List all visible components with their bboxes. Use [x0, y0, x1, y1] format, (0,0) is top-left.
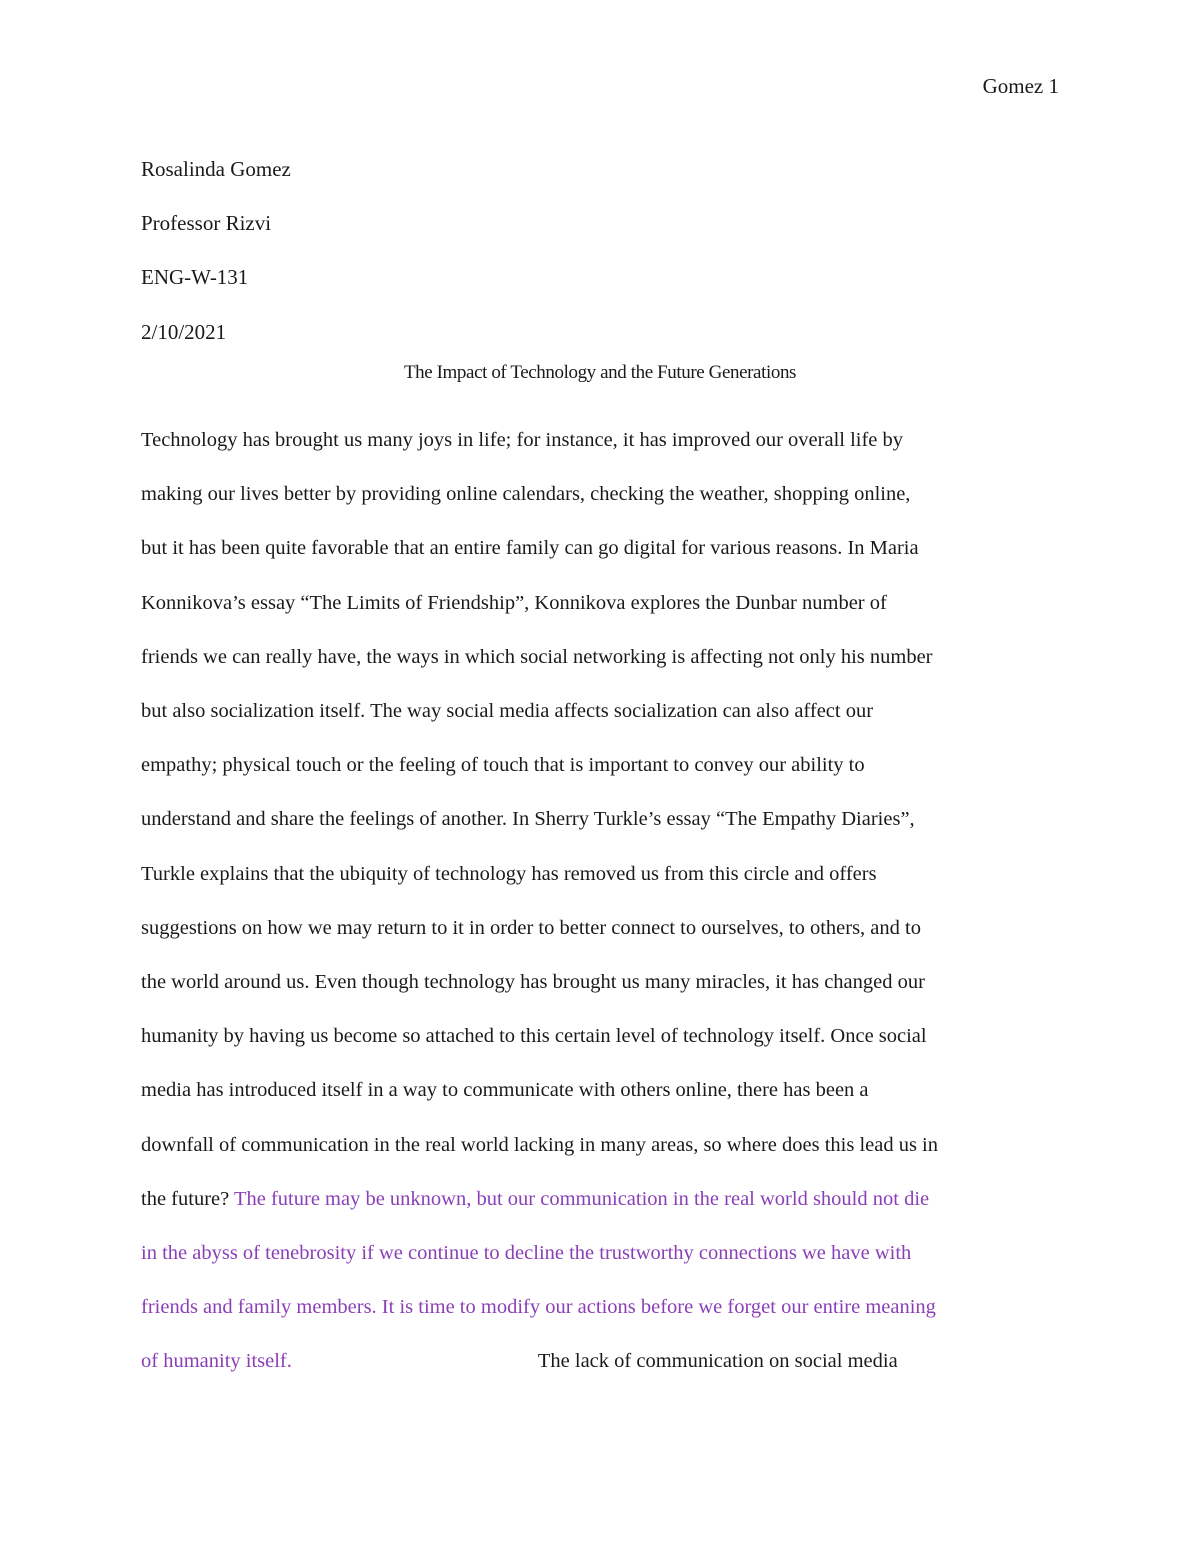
- body-line: empathy; physical touch or the feeling of touch that is important to convey our ability to: [141, 754, 865, 777]
- body-line: downfall of communication in the real world lacking in many areas, so where does this lead us in: [141, 1133, 939, 1156]
- essay-title: The Impact of Technology and the Future Generations: [403, 362, 797, 383]
- body-line: suggestions on how we may return to it in order to better connect to ourselves, to others, and to: [141, 916, 921, 939]
- body-line: but it has been quite favorable that an entire family can go digital for various reasons. In Maria: [141, 537, 919, 560]
- body-line: friends we can really have, the ways in which social networking is affecting not only his number: [141, 645, 933, 668]
- body-line: making our lives better by providing online calendars, checking the weather, shopping online,: [141, 483, 911, 506]
- thesis-statement-start: The future may be unknown, but our communication in the real world should not die: [229, 1187, 930, 1210]
- running-head: Gomez 1: [982, 74, 1059, 98]
- essay-body: [141, 413, 1059, 1389]
- thesis-statement-end: of humanity itself.: [141, 1350, 292, 1373]
- course-code: ENG-W-131: [141, 265, 249, 290]
- body-line: understand and share the feelings of another. In Sherry Turkle’s essay “The Empathy Diaries”,: [141, 808, 915, 831]
- body-line: Konnikova’s essay “The Limits of Friendship”, Konnikova explores the Dunbar number of: [141, 591, 887, 614]
- next-paragraph-start: The lack of communication on social media: [537, 1350, 898, 1373]
- thesis-statement-line: in the abyss of tenebrosity if we continue to decline the trustworthy connections we have with: [141, 1242, 912, 1265]
- body-line-thesis-end: [141, 1334, 1059, 1388]
- professor-name: Professor Rizvi: [141, 211, 272, 236]
- mla-heading: [141, 142, 1059, 359]
- body-text-fragment: the future?: [141, 1187, 230, 1210]
- body-line-thesis-start: [141, 1172, 1059, 1226]
- thesis-statement-line: friends and family members. It is time to modify our actions before we forget our entire meaning: [141, 1296, 936, 1319]
- body-line: the world around us. Even though technology has brought us many miracles, it has changed our: [141, 971, 925, 994]
- body-line: media has introduced itself in a way to communicate with others online, there has been a: [141, 1079, 869, 1102]
- essay-date: 2/10/2021: [141, 319, 227, 344]
- student-name: Rosalinda Gomez: [141, 157, 291, 181]
- body-line: Technology has brought us many joys in life; for instance, it has improved our overall life by: [141, 429, 904, 451]
- body-line: but also socialization itself. The way social media affects socialization can also affect our: [141, 700, 874, 723]
- body-line: humanity by having us become so attached to this certain level of technology itself. Once social: [141, 1025, 927, 1048]
- body-line: Turkle explains that the ubiquity of technology has removed us from this circle and offers: [141, 862, 877, 885]
